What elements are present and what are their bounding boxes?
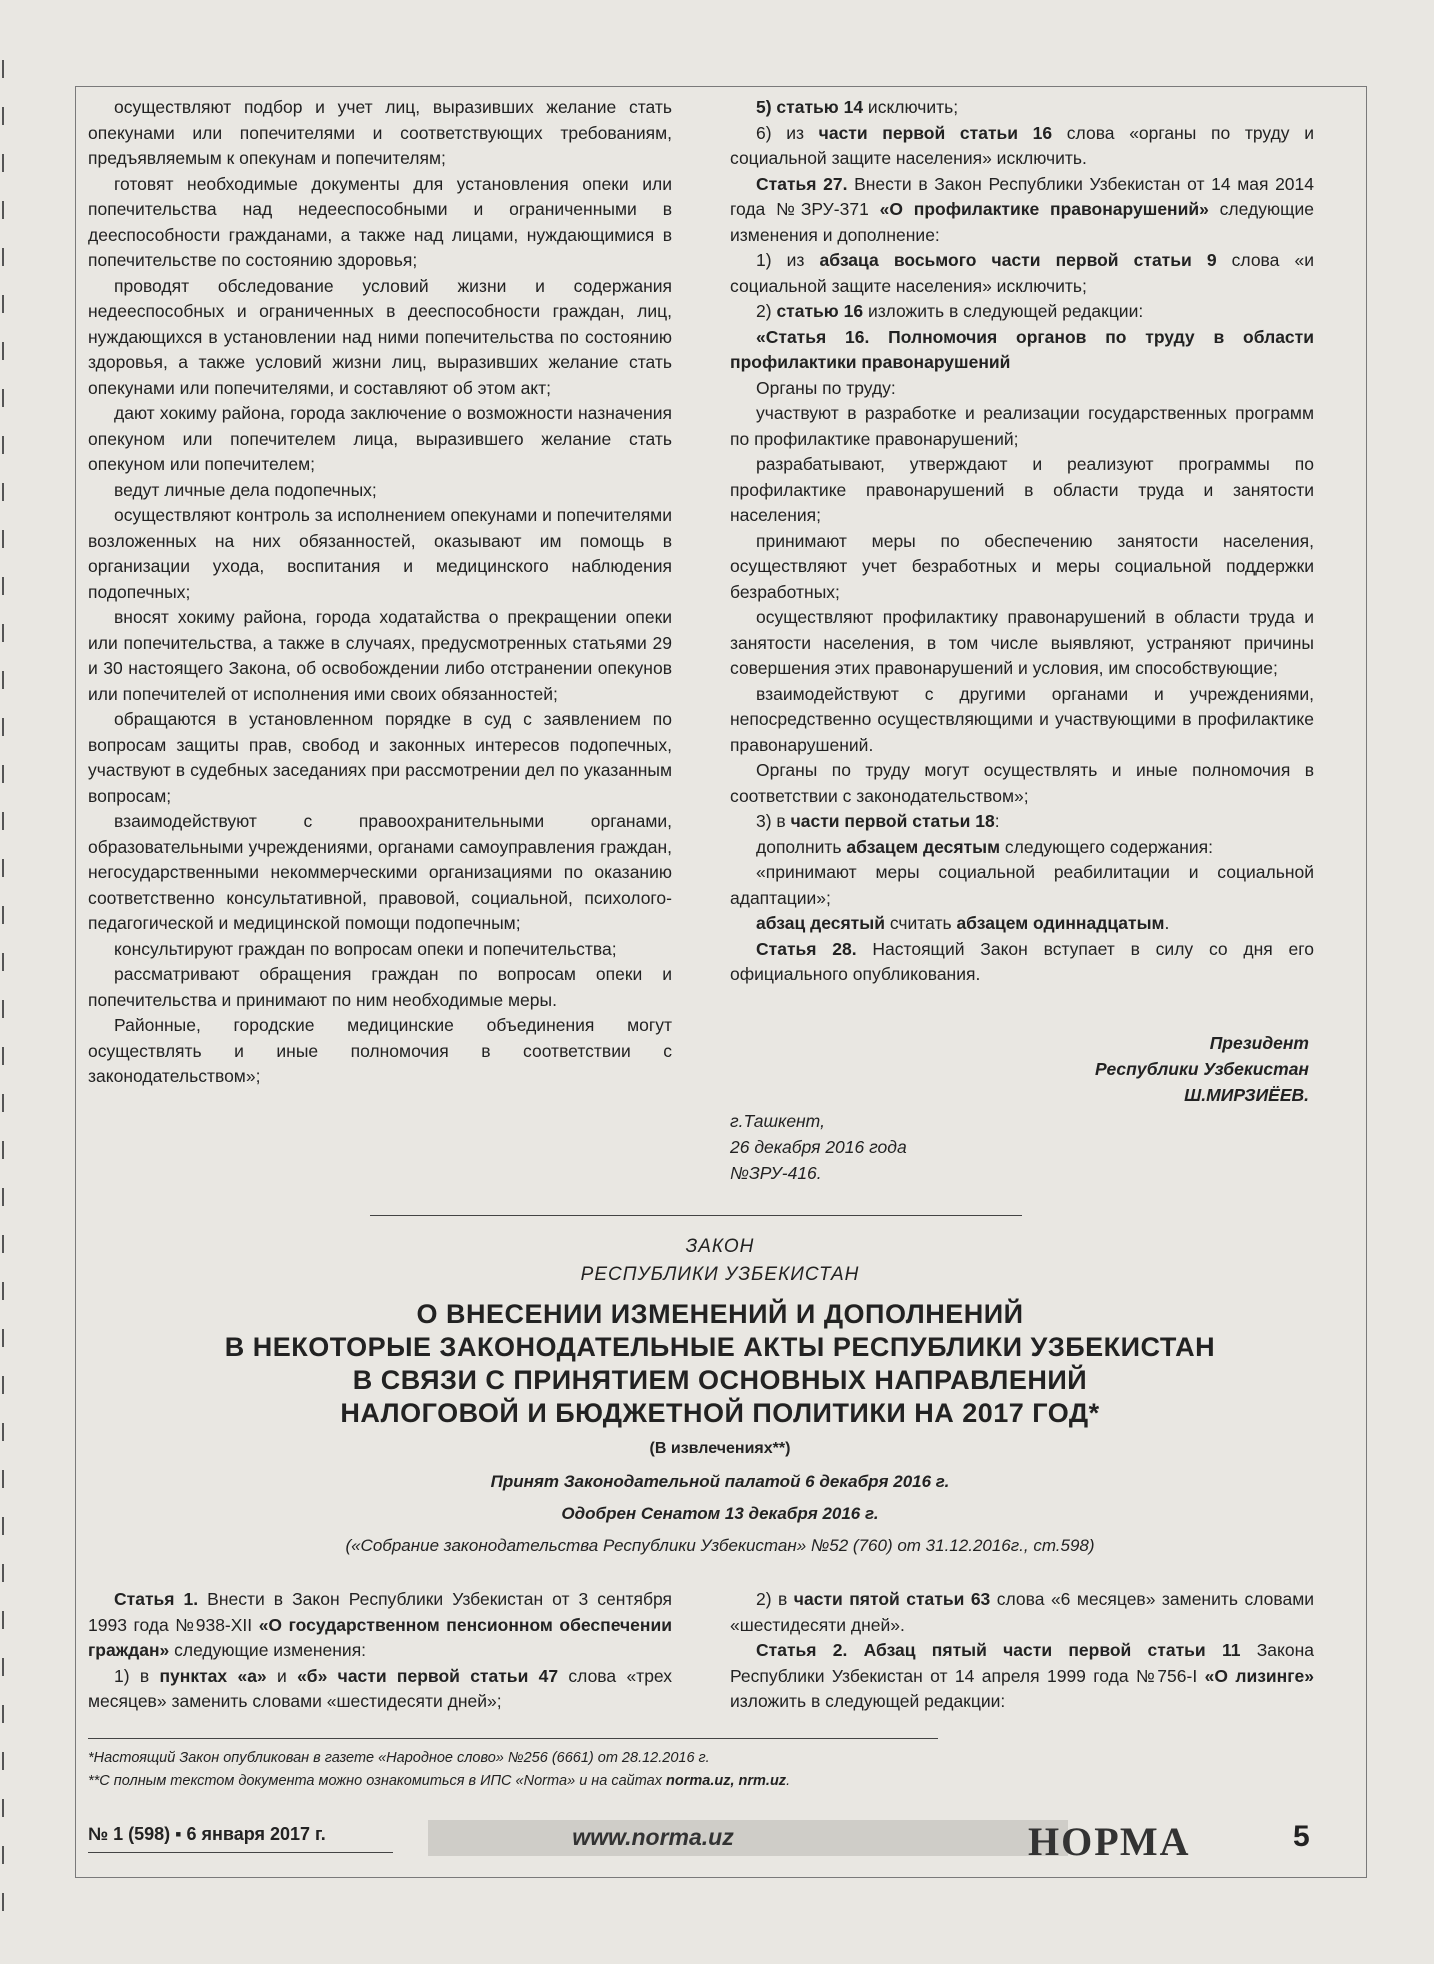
edge-mark bbox=[2, 248, 4, 266]
edge-mark bbox=[2, 1235, 4, 1253]
approved-line: Одобрен Сенатом 13 декабря 2016 г. bbox=[561, 1504, 879, 1523]
excerpt-note: (В извлечениях**) bbox=[649, 1440, 791, 1457]
paragraph: принимают меры по обеспечению занятости населения, осуществляют учет безработных и меры социальной поддержки безработных; bbox=[730, 530, 1314, 602]
paragraph: обращаются в установленном порядке в суд с заявлением по вопросам защиты прав, свобод и законных интересов подопечных, участвуют в судебных заседаниях при рассмотрении дел по указанным вопросам; bbox=[88, 709, 672, 806]
signature-name: Ш.МИРЗИЁЕВ. bbox=[1184, 1085, 1309, 1105]
paragraph: 3) в части первой статьи 18: bbox=[756, 811, 1000, 831]
article-1: Статья 1. Внести в Закон Республики Узбекистан от 3 сентября 1993 года №938-XII «О государственном пенсионном обеспечении граждан» следующие изменения: bbox=[88, 1589, 672, 1660]
edge-mark bbox=[2, 1000, 4, 1018]
edge-mark bbox=[2, 953, 4, 971]
edge-mark bbox=[2, 1799, 4, 1817]
edge-mark bbox=[2, 1893, 4, 1911]
norma-logo: НОРМА bbox=[1028, 1819, 1191, 1864]
footnote-divider bbox=[88, 1738, 938, 1739]
section-divider bbox=[370, 1215, 1022, 1216]
paragraph: осуществляют подбор и учет лиц, выразивших желание стать опекунами или попечителями и соответствующих требованиям, предъявляемым к опекунам и попечителям; bbox=[88, 97, 672, 168]
paragraph: 2) статью 16 изложить в следующей редакции: bbox=[756, 301, 1144, 321]
edge-mark bbox=[2, 671, 4, 689]
signature-title: Президент bbox=[1209, 1033, 1309, 1053]
edge-mark bbox=[2, 1329, 4, 1347]
paragraph: Органы по труду могут осуществлять и иные полномочия в соответствии с законодательством»; bbox=[730, 760, 1314, 806]
law-title-line: В СВЯЗИ С ПРИНЯТИЕМ ОСНОВНЫХ НАПРАВЛЕНИЙ bbox=[352, 1365, 1088, 1395]
law-kind-line: РЕСПУБЛИКИ УЗБЕКИСТАН bbox=[580, 1264, 860, 1285]
source-line: («Собрание законодательства Республики Узбекистан» №52 (760) от 31.12.2016г., ст.598) bbox=[345, 1536, 1095, 1555]
edge-mark bbox=[2, 718, 4, 736]
paragraph: ведут личные дела подопечных; bbox=[114, 479, 377, 500]
scan-edge-marks bbox=[0, 0, 10, 1964]
page-number: 5 bbox=[1293, 1820, 1310, 1853]
edge-mark bbox=[2, 1517, 4, 1535]
paragraph: осуществляют контроль за исполнением опекунами и попечителями возложенных на них обязанностей, оказывают им помощь в организации ухода, воспитания и медицинского наблюдения подопечных; bbox=[88, 505, 672, 602]
law-kind bbox=[75, 1233, 1365, 1289]
edge-mark bbox=[2, 859, 4, 877]
footnote-2: **С полным текстом документа можно ознакомиться в ИПС «Norma» и на сайтах norma.uz, nrm.uz. bbox=[88, 1773, 791, 1789]
law-number: №ЗРУ-416. bbox=[730, 1163, 822, 1183]
left-column bbox=[88, 95, 672, 1090]
edge-mark bbox=[2, 295, 4, 313]
law-title-line: В НЕКОТОРЫЕ ЗАКОНОДАТЕЛЬНЫЕ АКТЫ РЕСПУБЛИКИ УЗБЕКИСТАН bbox=[224, 1332, 1216, 1362]
law-title-line: НАЛОГОВОЙ И БЮДЖЕТНОЙ ПОЛИТИКИ НА 2017 ГОД* bbox=[340, 1398, 1100, 1428]
page-footer bbox=[88, 1818, 1358, 1864]
edge-mark bbox=[2, 107, 4, 125]
edge-mark bbox=[2, 1705, 4, 1723]
edge-mark bbox=[2, 436, 4, 454]
issue-underline bbox=[88, 1852, 393, 1853]
law-kind-line: ЗАКОН bbox=[685, 1236, 755, 1257]
edge-mark bbox=[2, 530, 4, 548]
edge-mark bbox=[2, 1752, 4, 1770]
city: г.Ташкент, bbox=[730, 1111, 825, 1131]
paragraph: дают хокиму района, города заключение о возможности назначения опекуном или попечителем лица, выразившего желание стать опекуном или попечителем; bbox=[88, 403, 672, 474]
paragraph: готовят необходимые документы для установления опеки или попечительства над недееспособными и ограниченными в дееспособности гражданами, а также над лицами, нуждающимися в попечительстве по состоянию здоровья; bbox=[88, 173, 672, 270]
date: 26 декабря 2016 года bbox=[730, 1137, 907, 1157]
signature-block bbox=[909, 1030, 1309, 1108]
paragraph: проводят обследование условий жизни и содержания недееспособных и ограниченных в дееспособности граждан, лиц, нуждающихся в установлении над ними попечительства по состоянию здоровья, а также условий жизни лиц, выразивших желание стать опекунами или попечителями, и составляют об этом акт; bbox=[88, 275, 672, 398]
edge-mark bbox=[2, 1470, 4, 1488]
edge-mark bbox=[2, 1141, 4, 1159]
article-16-heading: «Статья 16. Полномочия органов по труду в области профилактики правонарушений bbox=[730, 326, 1314, 372]
edge-mark bbox=[2, 389, 4, 407]
paragraph: абзац десятый считать абзацем одиннадцатым. bbox=[756, 913, 1170, 933]
edge-mark bbox=[2, 1658, 4, 1676]
edge-mark bbox=[2, 577, 4, 595]
paragraph: 1) в пунктах «а» и «б» части первой статьи 47 слова «трех месяцев» заменить словами «шестидесяти дней»; bbox=[88, 1665, 673, 1711]
paragraph: Районные, городские медицинские объединения могут осуществлять и иные полномочия в соответствии с законодательством»; bbox=[88, 1015, 672, 1086]
paragraph: дополнить абзацем десятым следующего содержания: bbox=[756, 836, 1214, 857]
bottom-left-column bbox=[88, 1587, 672, 1715]
edge-mark bbox=[2, 1376, 4, 1394]
paragraph: Органы по труду: bbox=[756, 377, 896, 398]
edge-mark bbox=[2, 624, 4, 642]
edge-mark bbox=[2, 201, 4, 219]
paragraph: разрабатывают, утверждают и реализуют программы по профилактике правонарушений в области труда и занятости населения; bbox=[730, 454, 1314, 525]
bottom-right-column bbox=[730, 1587, 1314, 1715]
paragraph: консультируют граждан по вопросам опеки и попечительства; bbox=[114, 938, 617, 959]
edge-mark bbox=[2, 154, 4, 172]
edge-mark bbox=[2, 1423, 4, 1441]
adopted-line: Принят Законодательной палатой 6 декабря 2016 г. bbox=[490, 1472, 950, 1491]
edge-mark bbox=[2, 1564, 4, 1582]
edge-mark bbox=[2, 812, 4, 830]
edge-mark bbox=[2, 1846, 4, 1864]
edge-mark bbox=[2, 1611, 4, 1629]
paragraph: 5) статью 14 исключить; bbox=[756, 97, 959, 117]
edge-mark bbox=[2, 906, 4, 924]
article-27: Статья 27. Внести в Закон Республики Узбекистан от 14 мая 2014 года №ЗРУ-371 «О профилактике правонарушений» следующие изменения и дополнение: bbox=[730, 173, 1314, 245]
paragraph: рассматривают обращения граждан по вопросам опеки и попечительства и принимают по ним необходимые меры. bbox=[88, 964, 672, 1010]
law-title bbox=[75, 1298, 1365, 1430]
website-link[interactable]: www.norma.uz bbox=[572, 1824, 734, 1850]
edge-mark bbox=[2, 765, 4, 783]
article-28: Статья 28. Настоящий Закон вступает в силу со дня его официального опубликования. bbox=[730, 938, 1315, 984]
paragraph: осуществляют профилактику правонарушений в области труда и занятости населения, в том числе выявляют, устраняют причины совершения этих правонарушений и условия, им способствующие; bbox=[730, 607, 1314, 678]
paragraph: участвуют в разработке и реализации государственных программ по профилактике правонарушений; bbox=[730, 403, 1314, 449]
law-title-line: О ВНЕСЕНИИ ИЗМЕНЕНИЙ И ДОПОЛНЕНИЙ bbox=[416, 1299, 1024, 1329]
paragraph: «принимают меры социальной реабилитации и социальной адаптации»; bbox=[730, 862, 1314, 908]
edge-mark bbox=[2, 483, 4, 501]
right-column bbox=[730, 95, 1314, 988]
edge-mark bbox=[2, 1282, 4, 1300]
article-2: Статья 2. Абзац пятый части первой статьи 11 Закона Республики Узбекистан от 14 апреля 1999 года №756-I «О лизинге» изложить в следующей редакции: bbox=[730, 1640, 1314, 1711]
edge-mark bbox=[2, 1047, 4, 1065]
paragraph: 1) из абзаца восьмого части первой статьи 9 слова «и социальной защите населения» исключить; bbox=[730, 250, 1314, 296]
edge-mark bbox=[2, 60, 4, 78]
edge-mark bbox=[2, 1094, 4, 1112]
paragraph: 2) в части пятой статьи 63 слова «6 месяцев» заменить словами «шестидесяти дней». bbox=[730, 1589, 1314, 1635]
signature-country: Республики Узбекистан bbox=[1095, 1059, 1309, 1079]
paragraph: 6) из части первой статьи 16 слова «органы по труду и социальной защите населения» исключить. bbox=[730, 122, 1314, 168]
paragraph: взаимодействуют с другими органами и учреждениями, непосредственно осуществляющими и участвующими в профилактике правонарушений. bbox=[730, 683, 1314, 755]
edge-mark bbox=[2, 1188, 4, 1206]
paragraph: вносят хокиму района, города ходатайства о прекращении опеки или попечительства, а также в случаях, предусмотренных статьями 29 и 30 настоящего Закона, об освобождении либо отстранении опекунов или попечителей от исполнения ими своих обязанностей; bbox=[88, 607, 672, 704]
issue-info: № 1 (598) ▪ 6 января 2017 г. bbox=[88, 1824, 326, 1844]
place-date-block bbox=[730, 1108, 1030, 1186]
paragraph: взаимодействуют с правоохранительными органами, образовательными учреждениями, органами самоуправления граждан, негосударственными некоммерческими организациями по оказанию соответственно консультативной, правовой, социальной, психолого-педагогической и медицинской помощи подопечным; bbox=[88, 811, 672, 933]
footnote-1: *Настоящий Закон опубликован в газете «Народное слово» №256 (6661) от 28.12.2016 г. bbox=[88, 1750, 710, 1766]
edge-mark bbox=[2, 342, 4, 360]
